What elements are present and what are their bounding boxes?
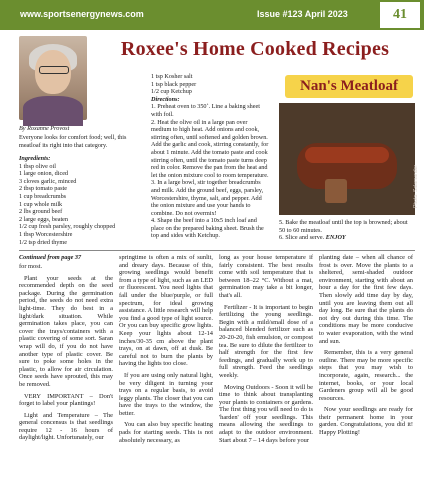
ingredients-heading: Ingredients:: [19, 155, 51, 162]
step6-text: 6. Slice and serve.: [279, 234, 325, 242]
list-item: 1 tbsp olive oil: [19, 162, 56, 170]
paragraph: for most.: [19, 263, 43, 270]
byline: By Roxanne Provost: [19, 125, 70, 132]
paragraph: Fertilizer - It is important to begin fertilizing the young seedlings. Begin with a mild/small dose of a balanced blended fertilizer such as 20-20-20, fish emulsion, or compost tea. Be sure to dilute the fertilizer to half strength for the first few feedings, and gradually work up to full strength. Feed the seedlings weekly.: [219, 303, 313, 379]
paragraph: You can also buy specific heating pads for starting seeds. This is not absolutely necessary, as: [119, 421, 213, 444]
list-item: 1 large onion, diced: [19, 170, 69, 178]
article-column-2: [119, 254, 213, 448]
paragraph: planting date – when all chance of frost is over. Move the plants to a sheltered, semi-shaded outdoor environment, starting with about an hour a day for the first few days. Then slowly add time day by day, until you are leaving them out all day long. Be sure that the plants do not dry out during this time. The conditions may be more conducive to water evaporation, with the wind and sun.: [319, 254, 413, 345]
paragraph: Moving Outdoors - Soon it will be time to think about transplanting your plants to containers or gardens. The first thing you will need to do is 'harden' off your seedlings. This means allowing the seedlings to adapt to the outdoor environment. Start about 7 – 14 days before your: [219, 383, 313, 444]
list-item: 1/2 cup Ketchup: [151, 88, 192, 96]
direction-step: 4. Shape the beef into a 10x5 inch loaf and place on the prepared baking sheet. Brush the top and sides with Ketchup.: [151, 217, 264, 240]
list-item: 3 cloves garlic, minced: [19, 177, 77, 185]
recipe-badge: Nan's Meatloaf: [285, 75, 413, 98]
paragraph: VERY IMPORTANT – Don't forget to label your plantings!: [19, 392, 113, 408]
direction-step: [279, 234, 415, 242]
photo-credit: Photo: Salamander: [413, 165, 419, 208]
page-number: 41: [380, 2, 420, 28]
direction-step: 2. Heat the olive oil in a large pan over medium to high heat. Add onions and cook, stirring often, until softened and golden brown. Add the garlic and cook, stirring constantly, for about 1 minute. Add the tomato paste and cook stirring often, until the tomato paste turns deep red in color. Remove the pan from the heat and let the onion mixture cool to room temperature.: [151, 118, 269, 179]
list-item: 1 tsp black pepper: [151, 80, 197, 88]
list-item: 2 tbsp tomato paste: [19, 185, 67, 193]
directions-column: [151, 73, 269, 240]
list-item: 1/2 cup fresh parsley, roughly chopped: [19, 223, 116, 231]
list-item: 2 large eggs, beaten: [19, 215, 69, 223]
header-bar: [0, 0, 424, 30]
direction-step: 3. In a large bowl, stir together breadcrumbs and milk. Add the ground beef, eggs, parsley, Worcestershire, thyme, salt, and pepper. Add the onion mixture and use your hands to combine. Do not overmix!: [151, 179, 264, 217]
list-item: 2 lbs ground beef: [19, 208, 63, 216]
article-column-1: [19, 263, 113, 446]
paragraph: long as your house temperature if fairly consistent. The best results come with soil temperature that is between 18–22 °C. Without a mat, germination may take a bit longer, that's all.: [219, 254, 313, 299]
paragraph: Now your seedlings are ready for their permanent home in your garden. Congratulations, you did it! Happy Plotting!: [319, 406, 413, 437]
paragraph: If you are using only natural light, be very diligent in turning your trays on a regular basis, to avoid leggy plants. The closer that you can have the trays to the window, the better.: [119, 371, 213, 417]
ingredients-list: [19, 155, 149, 246]
section-divider: [19, 250, 415, 251]
list-item: 1/2 tsp dried thyme: [19, 238, 67, 246]
list-item: 1 cup whole milk: [19, 200, 63, 208]
direction-step: 1. Preheat oven to 350˚. Line a baking sheet with foil.: [151, 103, 260, 118]
author-photo: [19, 36, 87, 120]
site-url[interactable]: www.sportsenergynews.com: [20, 9, 144, 19]
intro-text: Everyone looks for comfort food; well, this meatloaf its right into that category.: [19, 134, 127, 149]
direction-step: 5. Bake the meatloaf until the top is browned; about 50 to 60 minutes.: [279, 219, 408, 234]
meatloaf-photo: [279, 103, 419, 215]
page-title: Roxee's Home Cooked Recipes: [120, 38, 390, 60]
list-item: 1 tbsp Worcestershire: [19, 230, 73, 238]
enjoy-text: ENJOY: [325, 234, 346, 242]
issue-label: Issue #123 April 2023: [257, 9, 348, 19]
paragraph: Plant your seeds at the recommended depth on the seed package. During the germination period, the seeds do not need extra light-time. They do best in a light/dark situation. While germination takes place, you can cover the trays/containers with a plastic covering of some sort. Saran wrap will do, if you do not have another type of plastic cover. Be sure to poke some holes in the plastic, to allow for air circulation. Once seeds have sprouted, this may be removed.: [19, 274, 113, 388]
list-item: 1 tsp Kosher salt: [151, 73, 193, 80]
paragraph: Remember, this is a very general outline. There may be more specific steps that you may wish to incorporate, again, research... the internet, books, or your local Gardeners group will all be good resources.: [319, 349, 413, 402]
final-steps: [279, 219, 415, 242]
continued-label: Continued from page 37: [19, 254, 82, 261]
directions-heading: Directions:: [151, 95, 180, 103]
paragraph: springtime is often a mix of sunlit, and dreary days. Because of this, growing seedlings would benefit from a type of light, such as an LED or fluorescent. You need lights that fall under the blue/purple, or full spectrum, for ideal growing assistance. A little research will help you find a good type of light source. Or you can buy specific grow lights. Keep your lights about 12-14 inches/30-35 cm above the plant trays, on at dawn, off at dusk. Be careful not to burn the plants by having the lights too close.: [119, 254, 213, 368]
article-column-3: [219, 254, 313, 448]
article-column-4: [319, 254, 413, 441]
list-item: 1 cup breadcrumbs: [19, 192, 67, 200]
paragraph: Light and Temperature – The general concensus is that seedlings require 12 - 16 hours of daylight/light. Unfortunately, our: [19, 411, 113, 442]
